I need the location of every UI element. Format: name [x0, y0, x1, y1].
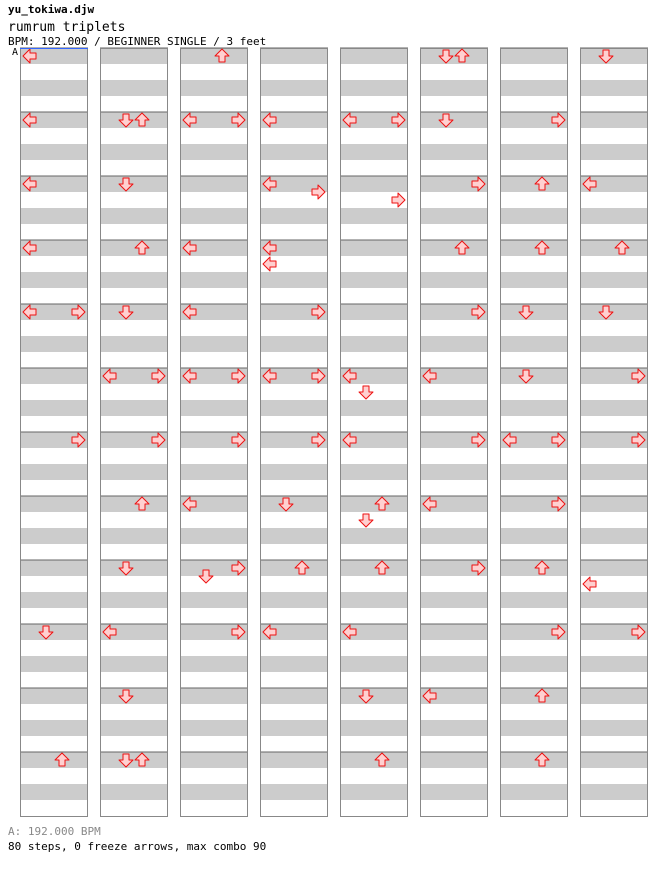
beat-stripe [260, 272, 328, 288]
beat-stripe [100, 176, 168, 192]
beat-stripe [340, 48, 408, 64]
beat-stripe [420, 272, 488, 288]
beat-stripe [580, 400, 648, 416]
beat-stripe [500, 336, 568, 352]
beat-stripe [340, 272, 408, 288]
beat-stripe [580, 240, 648, 256]
beat-stripe [340, 528, 408, 544]
beat-stripe [20, 784, 88, 800]
beat-stripe [580, 496, 648, 512]
beat-stripe [20, 336, 88, 352]
beat-stripe [100, 464, 168, 480]
beat-stripe [420, 144, 488, 160]
beat-stripe [580, 80, 648, 96]
beat-stripe [100, 112, 168, 128]
beat-stripe [20, 464, 88, 480]
beat-stripe [500, 176, 568, 192]
beat-stripe [340, 784, 408, 800]
beat-stripe [340, 688, 408, 704]
beat-stripe [260, 144, 328, 160]
beat-stripe [420, 400, 488, 416]
beat-stripe [500, 784, 568, 800]
beat-stripe [100, 240, 168, 256]
beat-stripe [260, 80, 328, 96]
beat-stripe [340, 240, 408, 256]
beat-stripe [180, 48, 248, 64]
beat-stripe [500, 304, 568, 320]
beat-stripe [580, 592, 648, 608]
beat-stripe [260, 464, 328, 480]
beat-stripe [180, 80, 248, 96]
beat-stripe [100, 80, 168, 96]
beat-stripe [260, 528, 328, 544]
beat-stripe [500, 368, 568, 384]
beat-stripe [100, 400, 168, 416]
beat-stripe [180, 464, 248, 480]
beat-stripe [20, 720, 88, 736]
beat-stripe [340, 592, 408, 608]
beat-stripe [580, 336, 648, 352]
beat-stripe [340, 560, 408, 576]
beat-stripe [180, 784, 248, 800]
beat-stripe [180, 208, 248, 224]
beat-stripe [100, 592, 168, 608]
beat-stripe [100, 784, 168, 800]
beat-stripe [500, 528, 568, 544]
beat-stripe [260, 752, 328, 768]
beat-stripe [580, 464, 648, 480]
beat-stripe [340, 80, 408, 96]
beat-stripe [260, 560, 328, 576]
beat-stripe [20, 528, 88, 544]
beat-stripe [100, 496, 168, 512]
beat-stripe [260, 784, 328, 800]
beat-stripe [500, 272, 568, 288]
beat-stripe [180, 272, 248, 288]
beat-stripe [180, 752, 248, 768]
beat-stripe [500, 240, 568, 256]
beat-stripe [260, 48, 328, 64]
beat-stripe [180, 592, 248, 608]
beat-stripe [260, 336, 328, 352]
beat-stripe [580, 560, 648, 576]
beat-stripe [180, 656, 248, 672]
beat-stripe [20, 144, 88, 160]
beat-stripe [420, 624, 488, 640]
beat-stripe [500, 688, 568, 704]
beat-stripe [260, 656, 328, 672]
beat-stripe [260, 720, 328, 736]
beat-stripe [420, 336, 488, 352]
beat-stripe [20, 496, 88, 512]
beat-stripe [420, 240, 488, 256]
beat-stripe [420, 48, 488, 64]
beat-stripe [180, 688, 248, 704]
beat-stripe [180, 528, 248, 544]
beat-stripe [500, 48, 568, 64]
beat-stripe [500, 80, 568, 96]
beat-stripe [500, 560, 568, 576]
beat-stripe [500, 720, 568, 736]
beat-stripe [20, 656, 88, 672]
beat-stripe [580, 656, 648, 672]
beat-stripe [580, 144, 648, 160]
beat-stripe [100, 752, 168, 768]
beat-stripe [100, 528, 168, 544]
beat-stripe [340, 656, 408, 672]
beat-stripe [340, 336, 408, 352]
beat-stripe [340, 208, 408, 224]
beat-stripe [580, 208, 648, 224]
beat-stripe [20, 624, 88, 640]
beat-stripe [260, 592, 328, 608]
beat-stripe [420, 80, 488, 96]
beat-stripe [20, 560, 88, 576]
beat-stripe [100, 272, 168, 288]
beat-stripe [100, 560, 168, 576]
beat-stripe [100, 208, 168, 224]
beat-stripe [20, 272, 88, 288]
beat-stripe [500, 144, 568, 160]
beat-stripe [500, 656, 568, 672]
beat-stripe [340, 720, 408, 736]
beat-stripe [500, 208, 568, 224]
beat-stripe [340, 400, 408, 416]
beat-stripe [100, 304, 168, 320]
beat-stripe [420, 720, 488, 736]
beat-stripe [420, 464, 488, 480]
beat-stripe [420, 784, 488, 800]
beat-stripe [20, 688, 88, 704]
beat-stripe [420, 752, 488, 768]
chart-info: BPM: 192.000 / BEGINNER SINGLE / 3 feet [8, 35, 267, 48]
beat-stripe [20, 80, 88, 96]
beat-stripe [580, 112, 648, 128]
beat-stripe [180, 720, 248, 736]
beat-stripe [180, 400, 248, 416]
beat-stripe [420, 592, 488, 608]
beat-stripe [580, 272, 648, 288]
beat-stripe [20, 368, 88, 384]
beat-stripe [100, 688, 168, 704]
beat-stripe [580, 48, 648, 64]
beat-stripe [260, 496, 328, 512]
beat-stripe [260, 208, 328, 224]
beat-stripe [260, 400, 328, 416]
bpm-marker: A [12, 47, 19, 58]
beat-stripe [420, 528, 488, 544]
beat-stripe [100, 720, 168, 736]
beat-stripe [20, 752, 88, 768]
beat-stripe [420, 208, 488, 224]
file-name: yu_tokiwa.djw [8, 3, 95, 16]
beat-stripe [500, 400, 568, 416]
song-title: rumrum triplets [8, 20, 126, 35]
beat-stripe [100, 48, 168, 64]
beat-stripe [20, 400, 88, 416]
beat-stripe [580, 688, 648, 704]
beat-stripe [20, 592, 88, 608]
beat-stripe [100, 336, 168, 352]
beat-stripe [580, 720, 648, 736]
beat-stripe [500, 592, 568, 608]
beat-stripe [20, 208, 88, 224]
beat-stripe [580, 752, 648, 768]
beat-stripe [180, 176, 248, 192]
beat-stripe [500, 752, 568, 768]
beat-stripe [340, 304, 408, 320]
beat-stripe [580, 528, 648, 544]
beat-stripe [580, 304, 648, 320]
beat-stripe [180, 144, 248, 160]
bpm-legend: A: 192.000 BPM [8, 825, 101, 838]
steps-summary: 80 steps, 0 freeze arrows, max combo 90 [8, 840, 267, 853]
beat-stripe [580, 784, 648, 800]
beat-stripe [340, 464, 408, 480]
beat-stripe [100, 144, 168, 160]
beat-stripe [340, 752, 408, 768]
beat-stripe [180, 336, 248, 352]
beat-stripe [500, 464, 568, 480]
beat-stripe [260, 688, 328, 704]
beat-stripe [340, 176, 408, 192]
beat-stripe [340, 496, 408, 512]
beat-stripe [420, 656, 488, 672]
beat-stripe [100, 656, 168, 672]
beat-stripe [340, 144, 408, 160]
beat-stripe [420, 112, 488, 128]
